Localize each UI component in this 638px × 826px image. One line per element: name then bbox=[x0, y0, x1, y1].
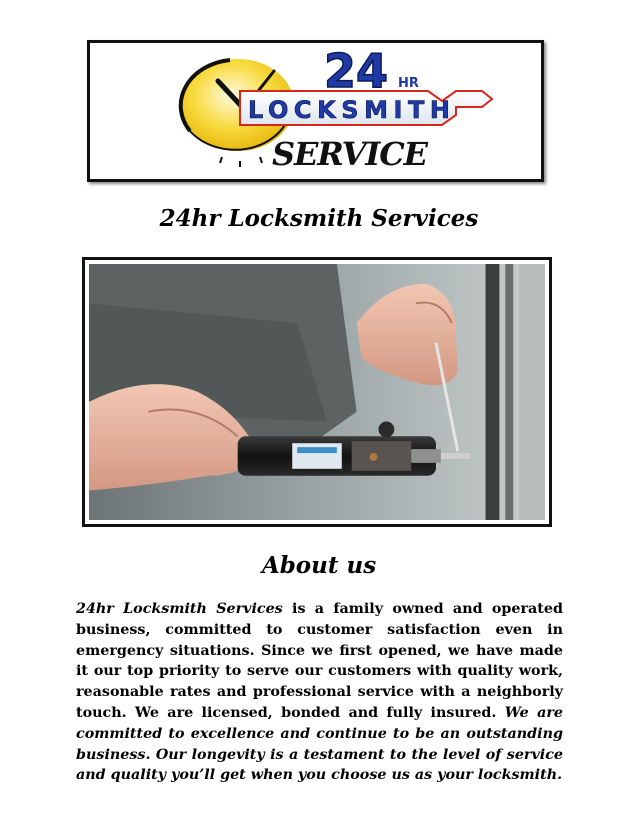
document-title: 24hr Locksmith Services bbox=[159, 205, 479, 232]
locksmith-logo bbox=[90, 43, 541, 179]
paragraph-body-text: is a family owned and operated business, committed to customer satisfaction even in emergency situations. Since we first opened, we have made it our top priority to serve our customers with quality work, reasonable rates and professional service with a neighborly touch. We are licensed, bonded and fully insured. bbox=[76, 601, 563, 721]
paragraph-closing-text: We are committed to excellence and continue to be an outstanding business. Our longevity is a testament to the level of service and quality you’ll get when you choose us as your locksmith. bbox=[76, 704, 563, 784]
company-name-text: 24hr Locksmith Services bbox=[76, 601, 283, 617]
about-paragraph bbox=[76, 599, 563, 786]
logo-24-text: 24 bbox=[324, 44, 389, 98]
logo-service-text: SERVICE bbox=[272, 135, 428, 173]
locksmith-photo-frame bbox=[82, 257, 552, 527]
locksmith-photo bbox=[89, 264, 545, 520]
logo-banner bbox=[87, 40, 544, 182]
about-heading: About us bbox=[261, 552, 377, 579]
logo-locksmith-text: LOCKSMITH bbox=[248, 96, 450, 124]
logo-hr-text: HR bbox=[398, 76, 419, 91]
